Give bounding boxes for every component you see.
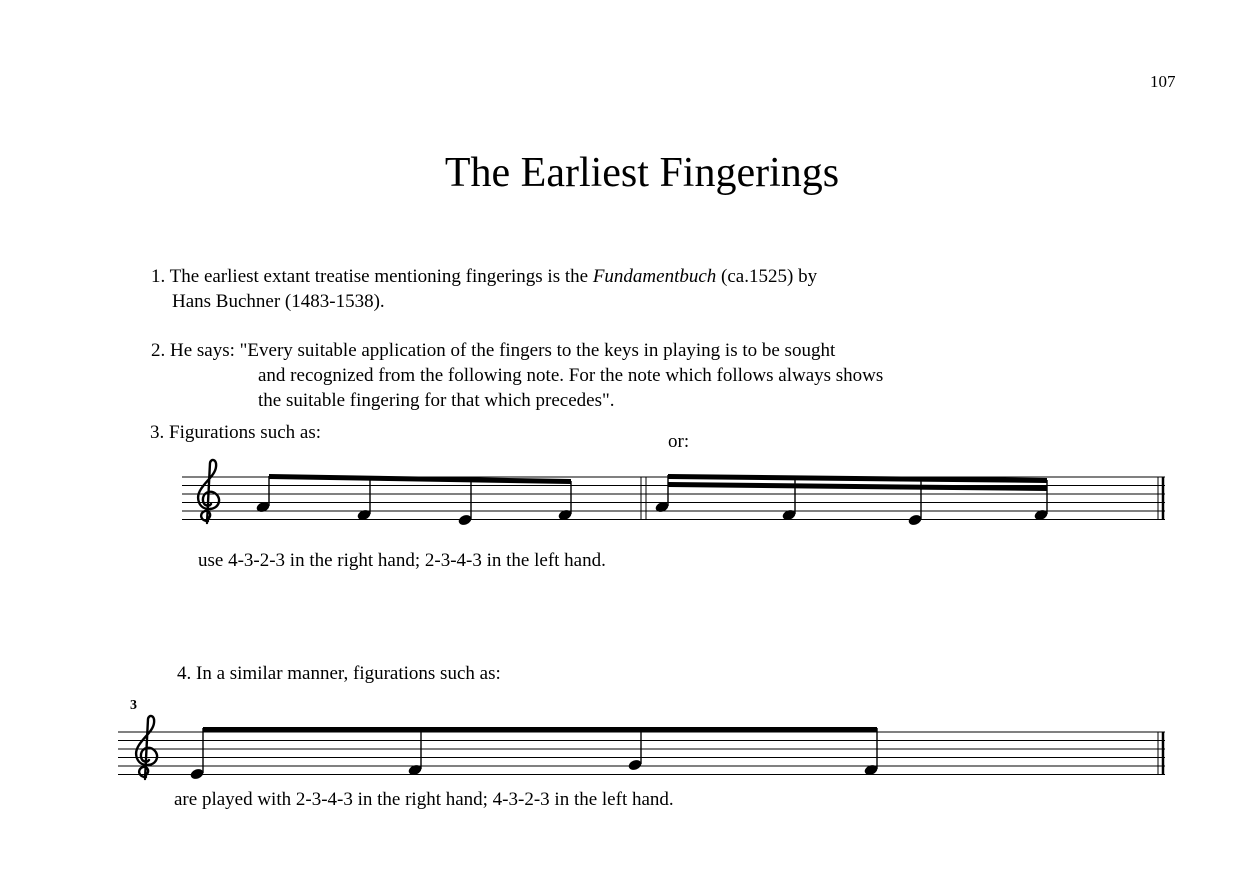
note-group-sixteenth: [654, 474, 1048, 527]
final-barline: [1158, 732, 1163, 775]
measure-number: 3: [130, 698, 137, 713]
note-f4: [557, 481, 572, 522]
item3-caption: use 4-3-2-3 in the right hand; 2-3-4-3 in the left hand.: [198, 550, 606, 571]
beam: [269, 474, 571, 484]
note-f4: [356, 478, 371, 522]
note-group-eighth: [255, 474, 572, 527]
or-label: or:: [668, 431, 690, 452]
note-f4: [407, 728, 422, 777]
final-barline: [1158, 477, 1163, 520]
page-title: The Earliest Fingerings: [444, 150, 840, 196]
beam: [203, 727, 877, 732]
beam: [668, 482, 1047, 491]
book-title: Fundamentbuch: [592, 266, 717, 287]
note-g4: [627, 728, 642, 772]
note-e4: [189, 728, 204, 781]
note-group-sixteenth: [189, 727, 878, 781]
note-f4: [863, 728, 878, 777]
item1-line2: Hans Buchner (1483-1538).: [172, 291, 385, 312]
note-g4: [255, 476, 270, 514]
double-barline: [641, 477, 646, 520]
item2-line2: and recognized from the following note. For the note which follows always shows: [258, 365, 884, 386]
item4-label: 4. In a similar manner, figurations such as:: [177, 663, 501, 684]
item1-text-a: 1. The earliest extant treatise mentioning fingerings is the: [151, 266, 593, 287]
treble-clef-icon: [198, 460, 219, 523]
item4-caption: are played with 2-3-4-3 in the right hand; 4-3-2-3 in the left hand.: [174, 789, 674, 810]
item3-label: 3. Figurations such as:: [150, 422, 321, 443]
beam: [668, 474, 1047, 483]
item2-line3: the suitable fingering for that which precedes".: [258, 390, 615, 411]
page-number: 107: [1150, 72, 1176, 91]
treble-clef-icon: [136, 716, 157, 779]
item1-text-b: (ca.1525) by: [716, 266, 818, 287]
item2-line1: 2. He says: "Every suitable application of the fingers to the keys in playing is to be sought: [151, 340, 836, 361]
